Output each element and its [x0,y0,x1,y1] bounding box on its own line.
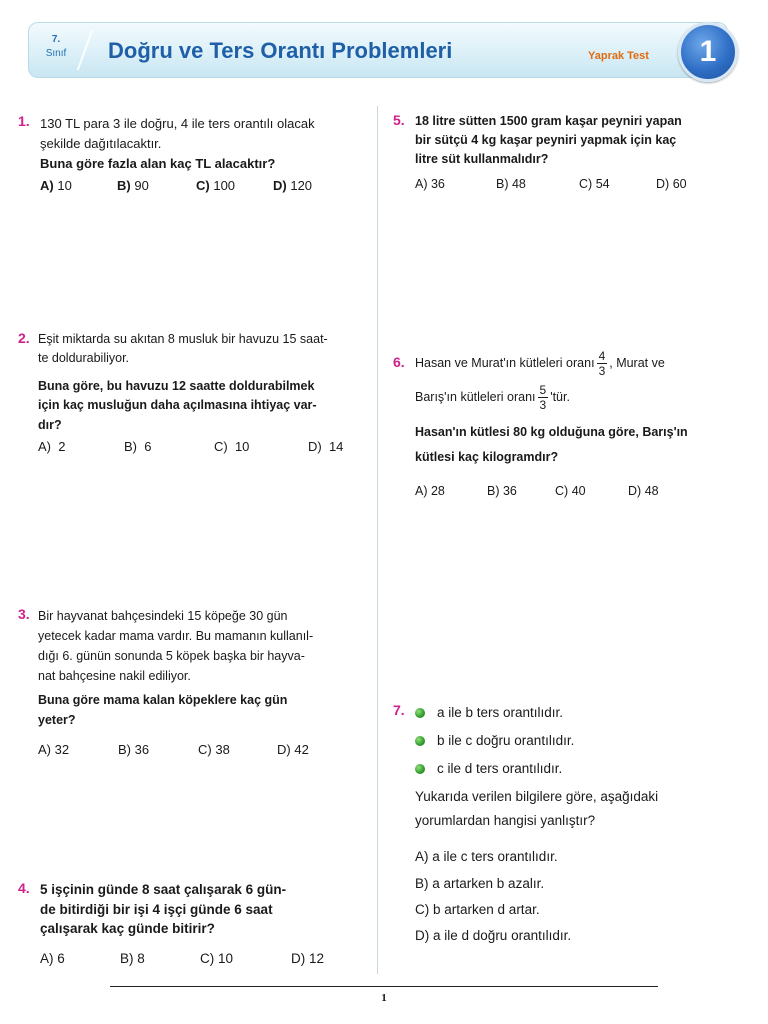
question-2-prompt-line: Buna göre, bu havuzu 12 saatte doldurabilmek [38,378,315,393]
choice-c[interactable]: C) 10 [214,438,250,454]
grade-badge [32,26,80,74]
choice-d[interactable]: D) 120 [273,178,313,194]
choice-d[interactable]: D) 60 [656,177,687,192]
fraction-4-3: $\frac{4}{3}$ [598,348,606,378]
choice-d[interactable]: D) 12 [291,950,325,966]
question-6 [415,346,720,501]
choice-c[interactable]: C) 38 [198,742,230,757]
fraction-5-3: $\frac{5}{3}$ [539,382,547,412]
question-1-text-line: şekilde dağıtılacaktır. [40,136,162,152]
choice-b[interactable]: B) 36 [118,742,150,757]
choice-b[interactable]: B) 90 [117,178,149,194]
question-4-prompt-line: çalışarak kaç günde bitirir? [40,921,215,937]
question-7-premise: b ile c doğru orantılıdır. [415,727,725,755]
choice-d[interactable]: D) 42 [277,742,309,757]
choice-b[interactable]: B) 6 [124,438,152,454]
question-7-choices [415,844,725,949]
question-6-prompt-line: kütlesi kaç kilogramdır? [415,450,559,464]
question-3-text-line: Bir hayvanat bahçesindeki 15 köpeğe 30 gün [38,609,288,623]
question-5-prompt-line: bir sütçü 4 kg kaşar peyniri yapmak için kaç [415,132,677,147]
choice-c[interactable]: C) 54 [579,177,610,192]
choice-a[interactable]: A) a ile c ters orantılıdır. [415,849,558,865]
question-3-choices [38,740,356,761]
question-5-number: 5. [393,112,405,128]
question-5 [415,112,725,194]
choice-c[interactable]: C) 10 [200,950,234,966]
green-bullet-icon [415,764,425,774]
question-4-choices [40,949,340,969]
choice-a[interactable]: A) 2 [38,438,66,454]
choice-a[interactable]: A) 10 [40,178,72,194]
test-label: Yaprak Test [588,50,649,62]
question-4-prompt-line: de bitirdiği bir işi 4 işçi günde 6 saat [40,901,273,917]
green-bullet-icon [415,708,425,718]
choice-b[interactable]: B) 48 [496,177,526,192]
question-1-choices [40,176,362,196]
test-number-badge: 1 [678,22,738,82]
question-2-text-line: te doldurabiliyor. [38,351,130,366]
question-2-choices [38,437,360,457]
question-4-prompt-line: 5 işçinin günde 8 saat çalışarak 6 gün- [40,882,287,897]
question-3-text-line: dığı 6. günün sonunda 5 köpek başka bir hayva- [38,649,305,663]
question-2-prompt-line: dır? [38,417,62,432]
column-divider [377,106,378,974]
question-7-prompt-line: yorumlardan hangisi yanlıştır? [415,812,596,828]
question-3-text-line: yetecek kadar mama vardır. Bu mamanın kullanıl- [38,629,314,643]
choice-d[interactable]: D) 48 [628,484,659,498]
question-3-prompt-line: yeter? [38,713,76,727]
choice-d[interactable]: D) 14 [308,438,344,454]
question-3 [38,606,356,761]
question-6-prompt-line: Hasan'ın kütlesi 80 kg olduğuna göre, Barış'ın [415,425,688,439]
question-5-prompt-line: litre süt kullanmalıdır? [415,151,549,166]
choice-d[interactable]: D) a ile d doğru orantılıdır. [415,928,572,944]
choice-a[interactable]: A) 28 [415,484,445,498]
choice-a[interactable]: A) 6 [40,950,65,966]
question-1 [40,114,362,197]
question-3-text-line: nat bahçesine nakil ediliyor. [38,669,191,683]
question-7-premise: c ile d ters orantılıdır. [415,755,725,783]
footer-line [110,986,658,987]
question-7-premise: a ile b ters orantılıdır. [415,699,725,727]
question-6-line-1: Hasan ve Murat'ın kütleleri oranı $\frac{4}{3}$ , Murat ve [415,348,665,378]
question-6-number: 6. [393,354,405,370]
page-number: 1 [381,992,387,1004]
question-5-prompt-line: 18 litre sütten 1500 gram kaşar peyniri yapan [415,114,682,128]
question-7-number: 7. [393,702,405,718]
green-bullet-icon [415,736,425,746]
page-title: Doğru ve Ters Orantı Problemleri [108,38,453,63]
question-2-text-line: Eşit miktarda su akıtan 8 musluk bir havuzu 15 saat- [38,332,328,346]
choice-a[interactable]: A) 32 [38,742,70,757]
choice-c[interactable]: C) 100 [196,178,236,194]
question-4 [40,880,340,968]
question-6-choices [415,482,720,501]
question-7-prompt-line: Yukarıda verilen bilgilere göre, aşağıdaki [415,789,659,804]
choice-b[interactable]: B) a artarken b azalır. [415,875,545,891]
choice-c[interactable]: C) 40 [555,484,586,498]
question-2-number: 2. [18,330,30,346]
question-7 [415,699,725,950]
question-1-text-line: 130 TL para 3 ile doğru, 4 ile ters orantılı olacak [40,116,315,131]
question-4-number: 4. [18,880,30,896]
choice-c[interactable]: C) b artarken d artar. [415,901,540,917]
grade-label: Sınıf [45,48,67,59]
choice-b[interactable]: B) 36 [487,484,517,498]
question-1-prompt: Buna göre fazla alan kaç TL alacaktır? [40,156,276,172]
question-1-number: 1. [18,113,30,129]
question-2 [38,330,360,457]
choice-a[interactable]: A) 36 [415,177,445,192]
question-2-prompt-line: için kaç musluğun daha açılmasına ihtiyaç var- [38,398,317,413]
question-3-prompt-line: Buna göre mama kalan köpeklere kaç gün [38,693,288,707]
question-3-number: 3. [18,606,30,622]
question-6-line-2: Barış'ın kütleleri oranı $\frac{5}{3}$ 'tür. [415,382,570,412]
choice-b[interactable]: B) 8 [120,950,145,966]
question-5-choices [415,175,725,194]
grade-number: 7. [51,34,61,45]
